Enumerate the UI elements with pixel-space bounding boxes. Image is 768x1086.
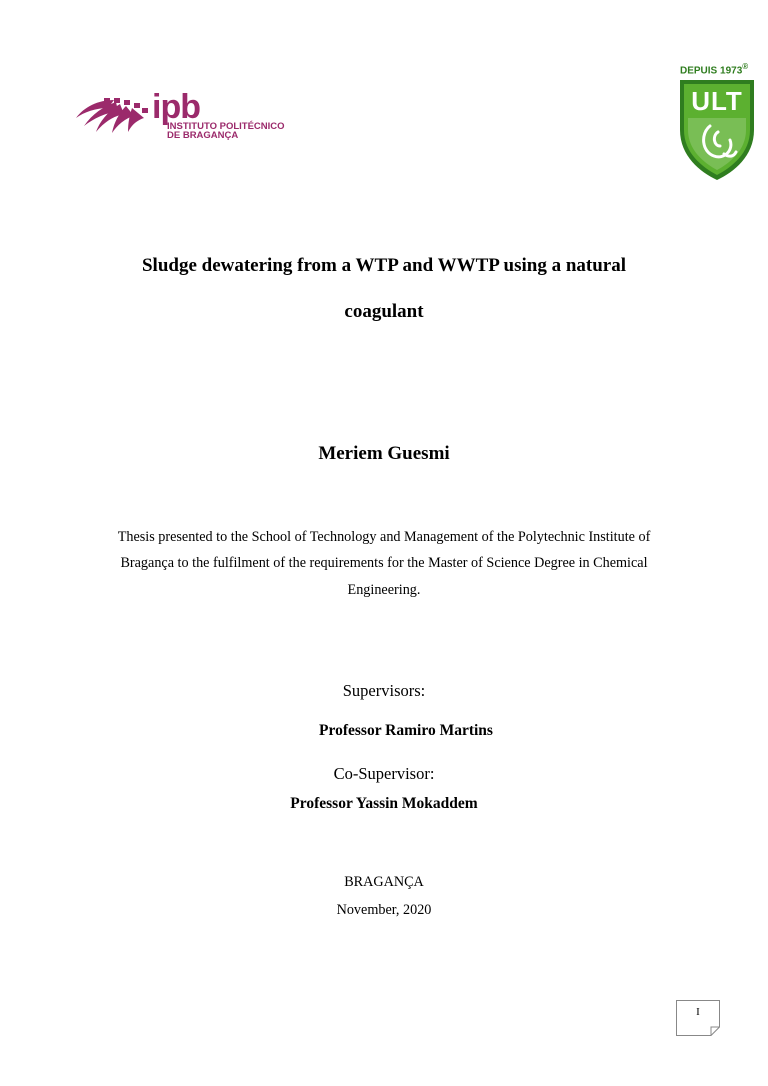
ipb-emblem-icon — [74, 98, 154, 134]
place: BRAGANÇA — [344, 874, 424, 890]
thesis-statement-line2: Bragança to the fulfilment of the requirements for the Master of Science Degree in Chemical — [120, 555, 648, 571]
thesis-statement-line3: Engineering. — [347, 582, 421, 598]
ult-logo — [672, 58, 762, 186]
page-number: I — [696, 1006, 700, 1018]
supervisor-name: Professor Ramiro Martins — [319, 722, 493, 739]
ipb-name-line1: INSTITUTO POLITÉCNICO — [167, 121, 285, 132]
date: November, 2020 — [336, 902, 432, 918]
ult-text: ULT — [691, 86, 743, 116]
ipb-wordmark: ipb — [152, 88, 200, 126]
ult-since — [680, 62, 764, 76]
ult-since-text: DEPUIS 1973 — [680, 65, 743, 77]
thesis-title-line2: coagulant — [344, 301, 424, 322]
co-supervisor-label: Co-Supervisor: — [333, 764, 435, 783]
ipb-logo — [74, 88, 314, 142]
supervisors-label: Supervisors: — [342, 681, 426, 700]
co-supervisor-name: Professor Yassin Mokaddem — [290, 795, 478, 812]
ult-registered-mark: ® — [742, 62, 749, 71]
author-name: Meriem Guesmi — [318, 443, 450, 464]
ipb-name-line2: DE BRAGANÇA — [167, 130, 239, 141]
thesis-title-line1: Sludge dewatering from a WTP and WWTP using a natural — [141, 255, 627, 276]
thesis-statement-line1: Thesis presented to the School of Technology and Management of the Polytechnic Institute of — [117, 529, 651, 545]
